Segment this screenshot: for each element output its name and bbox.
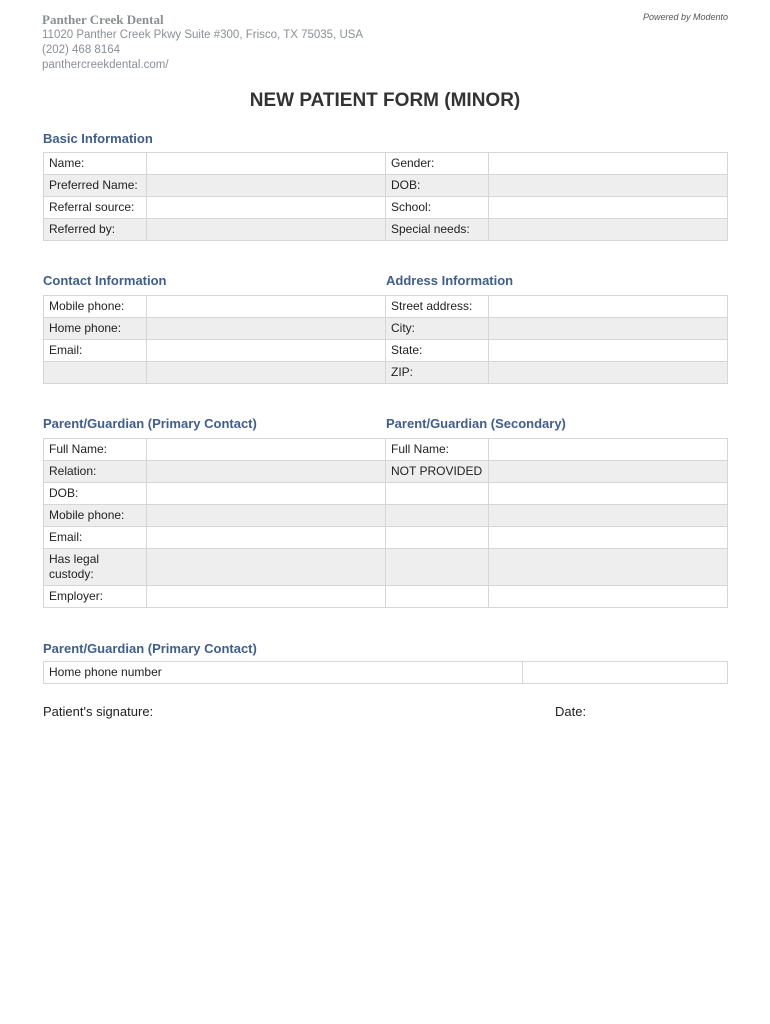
city-field[interactable] <box>489 318 728 340</box>
guardian-secondary-table <box>385 438 728 608</box>
guardian-secondary-title: Parent/Guardian (Secondary) <box>386 416 566 431</box>
name-label: Name: <box>44 153 147 175</box>
patient-signature-label: Patient's signature: <box>43 704 154 719</box>
table-row <box>386 586 728 608</box>
table-row <box>386 318 728 340</box>
email-label: Email: <box>44 340 147 362</box>
guardian-dob-field[interactable] <box>147 483 386 505</box>
table-row <box>386 439 728 461</box>
secondary-full-name-label: Full Name: <box>386 439 489 461</box>
home-phone-number-field[interactable] <box>523 662 728 684</box>
guardian-relation-label: Relation: <box>44 461 147 483</box>
secondary-full-name-field[interactable] <box>489 439 728 461</box>
referred-by-label: Referred by: <box>44 219 147 241</box>
table-row <box>44 175 728 197</box>
guardian-primary-extra-table <box>43 661 728 684</box>
table-row <box>386 296 728 318</box>
state-label: State: <box>386 340 489 362</box>
table-row <box>386 483 728 505</box>
contact-info-table <box>43 295 386 384</box>
email-field[interactable] <box>147 340 386 362</box>
gender-label: Gender: <box>386 153 489 175</box>
referral-source-label: Referral source: <box>44 197 147 219</box>
contact-info-title: Contact Information <box>43 273 167 288</box>
guardian-full-name-label: Full Name: <box>44 439 147 461</box>
table-row <box>44 586 386 608</box>
guardian-employer-label: Employer: <box>44 586 147 608</box>
table-row <box>44 505 386 527</box>
home-phone-field[interactable] <box>147 318 386 340</box>
secondary-not-provided-label: NOT PROVIDED <box>386 461 489 483</box>
table-row <box>386 549 728 586</box>
referral-source-field[interactable] <box>147 197 386 219</box>
table-row <box>44 197 728 219</box>
table-row <box>44 483 386 505</box>
secondary-row-4-label <box>386 505 489 527</box>
name-field[interactable] <box>147 153 386 175</box>
secondary-row-5-field <box>489 527 728 549</box>
form-title: NEW PATIENT FORM (MINOR) <box>249 90 521 111</box>
guardian-employer-field[interactable] <box>147 586 386 608</box>
guardian-mobile-phone-field[interactable] <box>147 505 386 527</box>
secondary-row-3-label <box>386 483 489 505</box>
table-row <box>386 527 728 549</box>
table-row <box>386 505 728 527</box>
table-row <box>386 362 728 384</box>
zip-field[interactable] <box>489 362 728 384</box>
secondary-row-6-field <box>489 549 728 586</box>
city-label: City: <box>386 318 489 340</box>
table-row <box>44 318 386 340</box>
dob-label: DOB: <box>386 175 489 197</box>
special-needs-label: Special needs: <box>386 219 489 241</box>
table-row <box>44 219 728 241</box>
table-row <box>44 153 728 175</box>
address-info-title: Address Information <box>386 273 514 288</box>
school-label: School: <box>386 197 489 219</box>
school-field[interactable] <box>489 197 728 219</box>
practice-phone: (202) 468 8164 <box>42 44 121 56</box>
secondary-row-7-label <box>386 586 489 608</box>
street-address-label: Street address: <box>386 296 489 318</box>
preferred-name-label: Preferred Name: <box>44 175 147 197</box>
guardian-email-field[interactable] <box>147 527 386 549</box>
guardian-legal-custody-label: Has legal custody: <box>44 549 147 586</box>
zip-label: ZIP: <box>386 362 489 384</box>
secondary-row-6-label <box>386 549 489 586</box>
empty-field <box>147 362 386 384</box>
secondary-row-7-field <box>489 586 728 608</box>
table-row <box>44 362 386 384</box>
secondary-row-4-field <box>489 505 728 527</box>
secondary-row-3-field <box>489 483 728 505</box>
table-row <box>44 439 386 461</box>
empty-label <box>44 362 147 384</box>
secondary-row-5-label <box>386 527 489 549</box>
guardian-mobile-phone-label: Mobile phone: <box>44 505 147 527</box>
guardian-dob-label: DOB: <box>44 483 147 505</box>
table-row <box>386 461 728 483</box>
table-row <box>44 549 386 586</box>
powered-by-label: Powered by Modento <box>642 12 728 22</box>
guardian-full-name-field[interactable] <box>147 439 386 461</box>
guardian-primary-title: Parent/Guardian (Primary Contact) <box>43 416 257 431</box>
guardian-relation-field[interactable] <box>147 461 386 483</box>
address-info-table <box>385 295 728 384</box>
home-phone-number-label: Home phone number <box>44 662 523 684</box>
table-row <box>44 527 386 549</box>
preferred-name-field[interactable] <box>147 175 386 197</box>
table-row <box>44 662 728 684</box>
mobile-phone-field[interactable] <box>147 296 386 318</box>
state-field[interactable] <box>489 340 728 362</box>
table-row <box>44 340 386 362</box>
table-row <box>44 296 386 318</box>
home-phone-label: Home phone: <box>44 318 147 340</box>
referred-by-field[interactable] <box>147 219 386 241</box>
dob-field[interactable] <box>489 175 728 197</box>
basic-info-table <box>43 152 728 241</box>
practice-website: panthercreekdental.com/ <box>42 59 169 71</box>
secondary-row-2-field <box>489 461 728 483</box>
date-label: Date: <box>555 704 587 719</box>
guardian-legal-custody-field[interactable] <box>147 549 386 586</box>
guardian-email-label: Email: <box>44 527 147 549</box>
practice-address: 11020 Panther Creek Pkwy Suite #300, Frisco, TX 75035, USA <box>42 29 364 41</box>
table-row <box>44 461 386 483</box>
street-address-field[interactable] <box>489 296 728 318</box>
guardian-primary-table <box>43 438 386 608</box>
basic-info-title: Basic Information <box>43 131 153 146</box>
practice-name: Panther Creek Dental <box>42 12 164 27</box>
guardian-primary-extra-title: Parent/Guardian (Primary Contact) <box>43 641 257 656</box>
table-row <box>386 340 728 362</box>
gender-field[interactable] <box>489 153 728 175</box>
special-needs-field[interactable] <box>489 219 728 241</box>
mobile-phone-label: Mobile phone: <box>44 296 147 318</box>
